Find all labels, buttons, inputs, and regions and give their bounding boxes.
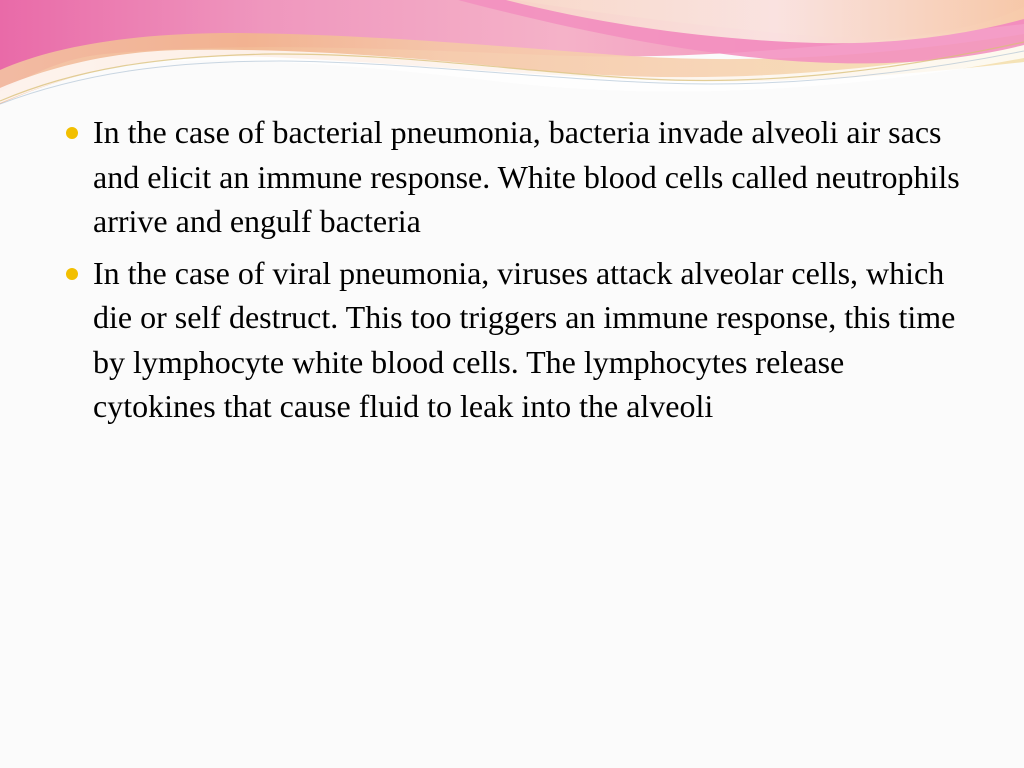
- bullet-text: In the case of viral pneumonia, viruses attack alveolar cells, which die or self destruct. This too triggers an immune response, this time by lymphocyte white blood cells. The lymphocytes release cytokines that cause fluid to leak into the alveoli: [93, 254, 956, 424]
- bullet-item-viral-pneumonia: [60, 251, 960, 429]
- bullet-dot-icon: [66, 127, 78, 139]
- bullet-item-bacterial-pneumonia: [60, 110, 960, 244]
- header-wave-decoration: [0, 0, 1024, 120]
- bullet-list: [60, 110, 960, 436]
- bullet-text: In the case of bacterial pneumonia, bacteria invade alveoli air sacs and elicit an immune response. White blood cells called neutrophils arrive and engulf bacteria: [93, 114, 960, 239]
- bullet-dot-icon: [66, 268, 78, 280]
